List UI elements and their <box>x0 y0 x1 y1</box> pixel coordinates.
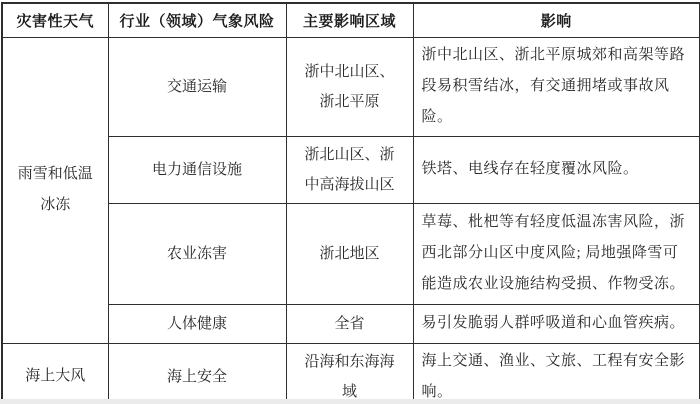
impact-cell-power-telecom: 铁塔、电线存在轻度覆冰风险。 <box>413 136 700 203</box>
weather-cell-snow-freeze: 雨雪和低温冰冻 <box>2 37 108 343</box>
region-cell-agriculture: 浙北地区 <box>286 203 413 304</box>
industry-cell-power-telecom: 电力通信设施 <box>108 136 286 203</box>
industry-cell-agriculture: 农业冻害 <box>108 203 286 304</box>
weather-risk-table <box>1 2 700 404</box>
header-cell-weather: 灾害性天气 <box>2 3 108 37</box>
impact-cell-agriculture: 草莓、枇杷等有轻度低温冻害风险，浙西北部分山区中度风险; 局地强降雪可能造成农业设施结构受损、作物受冻。 <box>413 203 700 304</box>
impact-cell-health: 易引发脆弱人群呼吸道和心血管疾病。 <box>413 304 700 343</box>
region-cell-health: 全省 <box>286 304 413 343</box>
region-cell-marine-safety: 沿海和东海海域 <box>286 343 413 404</box>
bottom-edge-shadow <box>0 399 700 404</box>
header-cell-region: 主要影响区域 <box>286 3 413 37</box>
industry-cell-transport: 交通运输 <box>108 37 286 136</box>
weather-cell-sea-wind: 海上大风 <box>2 343 108 404</box>
table-header-row <box>2 3 700 37</box>
impact-cell-marine-safety: 海上交通、渔业、文旅、工程有安全影响。 <box>413 343 700 404</box>
region-cell-power-telecom: 浙北山区、浙中高海拔山区 <box>286 136 413 203</box>
impact-cell-transport: 浙中北山区、浙北平原城郊和高架等路段易积雪结冰，有交通拥堵或事故风险。 <box>413 37 700 136</box>
table-row-marine <box>2 343 700 404</box>
region-cell-transport: 浙中北山区、浙北平原 <box>286 37 413 136</box>
industry-cell-marine-safety: 海上安全 <box>108 343 286 404</box>
header-cell-industry-risk: 行业（领域）气象风险 <box>108 3 286 37</box>
header-cell-impact: 影响 <box>413 3 700 37</box>
industry-cell-health: 人体健康 <box>108 304 286 343</box>
table-row-transport <box>2 37 700 136</box>
